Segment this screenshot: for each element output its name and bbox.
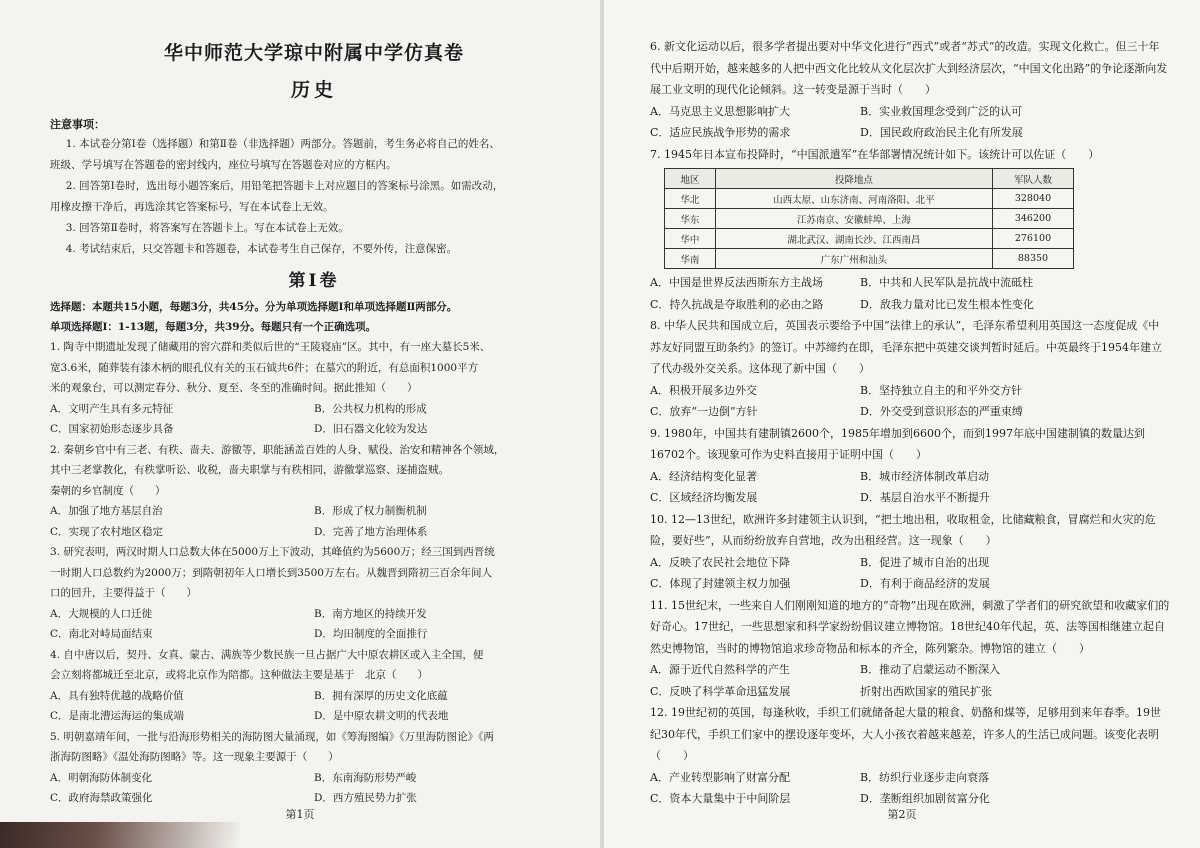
surrender-table <box>664 168 1074 269</box>
table-cell: 江苏南京、安徽蚌埠、上海 <box>715 209 992 229</box>
exam-title: 华中师范大学琼中附属中学仿真卷 <box>163 42 464 64</box>
option: C．政府海禁政策强化 <box>50 792 153 804</box>
option: A．加强了地方基层自治 <box>50 505 163 517</box>
option: C．是南北漕运海运的集成端 <box>50 710 185 722</box>
question <box>650 595 1170 703</box>
question <box>50 727 578 809</box>
question-stem-line: 11. 15世纪末，一些来自人们刚刚知道的地方的“奇物”出现在欧洲，刺激了学者们的研究欲望 <box>650 598 1104 612</box>
question <box>650 315 1170 423</box>
question-options <box>50 501 578 542</box>
question-options <box>650 659 1170 702</box>
option: A．反映了农民社会地位下降 <box>650 555 790 569</box>
option: A．经济结构变化显著 <box>650 469 757 483</box>
table-row <box>665 189 1074 209</box>
question-stem-line: 7. 1945年日本宣布投降时，“中国派遣军”在华部署情况统计如下。该统计可以佐证（ ） <box>650 147 1100 161</box>
option: A．马克思主义思想影响扩大 <box>650 104 790 118</box>
table-header-row <box>665 169 1074 189</box>
option: B．中共和人民军队是抗战中流砥柱 <box>860 276 1034 289</box>
option: A．源于近代自然科学的产生 <box>650 663 790 676</box>
table-cell: 华东 <box>665 209 716 229</box>
option: B．纺织行业逐步走向衰落 <box>860 770 990 784</box>
option: C．反映了科学革命迅猛发展 <box>650 684 791 698</box>
table-cell: 广东广州和汕头 <box>715 249 992 269</box>
table-row <box>665 229 1074 249</box>
table-header: 地区 <box>665 169 716 189</box>
question <box>650 509 1170 595</box>
option: C．南北对峙局面结束 <box>50 628 153 640</box>
exam-page-2 <box>604 0 1200 848</box>
option: A．积极开展多边外交 <box>650 383 757 397</box>
table-cell: 湖北武汉、湖南长沙、江西南昌 <box>715 229 992 249</box>
option: 折射出西欧国家的殖民扩张 <box>860 684 992 698</box>
option: C．国家初始形态逐步具备 <box>50 423 174 435</box>
option: C．资本大量集中于中间阶层 <box>650 792 791 805</box>
option: B．拥有深厚的历史文化底蕴 <box>314 689 448 702</box>
table-cell: 华南 <box>665 249 716 269</box>
question-stem-line: 文化出路”的争论逐渐向发展工业文明的现代化论倾斜。这一转变是源于当时（ ） <box>650 61 1168 96</box>
question <box>50 542 578 645</box>
question <box>650 423 1170 509</box>
question-stem-line: 5. 明朝嘉靖年间，一批与沿海形势相关的海防图大量涌现，如《筹海图编》《万里海防图论》《两 <box>50 730 494 743</box>
table-row <box>665 209 1074 229</box>
option: D．完善了地方治理体系 <box>314 525 428 538</box>
option: B．南方地区的持续开发 <box>314 607 427 620</box>
option: C．持久抗战是夺取胜利的必由之路 <box>650 297 824 311</box>
question <box>50 337 578 440</box>
question-options <box>50 399 578 440</box>
option: C．区域经济均衡发展 <box>650 491 758 504</box>
question-stem-line: 3. 研究表明，两汉时期人口总数大体在5000万上下波动，其峰值约为5600万；经三国到西晋统 <box>50 546 495 558</box>
question-stem-line: 4. 自中唐以后，契丹、女真、蒙古、满族等少数民族一旦占据广大中原农耕区或入主全国，便 <box>50 648 484 661</box>
question <box>50 645 578 727</box>
question-stem-line: 2. 秦朝乡官中有三老、有秩、啬夫、游徼等，职能涵盖百姓的人身、赋役、治安和精神各个领域， <box>50 443 505 456</box>
question-options <box>650 380 1170 423</box>
question-options <box>650 466 1170 509</box>
page-number: 第2页 <box>887 808 917 821</box>
notice-heading: 注意事项： <box>50 118 105 131</box>
question-options <box>650 767 1170 810</box>
question-options <box>50 768 578 809</box>
option: D．是中原农耕文明的代表地 <box>314 710 449 722</box>
option: C．体现了封建领主权力加强 <box>650 577 791 590</box>
option: D．旧石器文化较为发达 <box>314 423 428 435</box>
question <box>650 144 1170 166</box>
question-stem-line: 中英最终于1954年建立了代办级外交关系。这体现了新中国（ ） <box>650 340 1162 375</box>
question-list <box>650 315 1170 810</box>
table-header: 军队人数 <box>992 169 1073 189</box>
question-options <box>50 604 578 645</box>
option: D．敌我力量对比已发生根本性变化 <box>860 297 1034 311</box>
question-stem-line: 口的回升，主要得益于（ ） <box>50 587 197 599</box>
option: A．具有独特优越的战略价值 <box>50 689 184 702</box>
option: D．西方殖民势力扩张 <box>314 792 417 804</box>
notice-line: 用橡皮擦干净后，再选涂其它答案标号，写在本试卷上无效。 <box>50 201 334 213</box>
question-stem-line: 季。19世纪30年代，手织工们家中的摆设逐年变坏，大人小孩衣着越来越差，许多人的生活 <box>650 706 1161 741</box>
question-stem-line: 12. 19世纪初的英国，每逢秋收，手织工们就储备起大量的粮食、奶酪和煤等，足够用到来年春 <box>650 706 1114 719</box>
option: B．形成了权力制衡机制 <box>314 505 427 517</box>
option: C．实现了农村地区稳定 <box>50 525 164 538</box>
option: B．实业救国理念受到广泛的认可 <box>860 104 1023 118</box>
table-cell: 华中 <box>665 229 716 249</box>
desk-shadow <box>0 822 240 848</box>
question-stem-line: 10. 12—13世纪，欧洲许多封建领主认识到，“把土地出租，收取租金，比储藏粮食，冒腐烂和火 <box>650 512 1123 526</box>
question-stem-line: 英、法等国相继建立起自然史博物馆，当时的博物馆追求珍奇物品和标本的齐全，陈列繁杂。 <box>650 620 1165 655</box>
notice-line: 班级、学号填写在答题卷的密封线内，座位号填写在答题卷对应的方框内。 <box>50 159 397 171</box>
option: B．公共权力机构的形成 <box>314 402 427 415</box>
question-stem-line: 米的观象台，可以测定春分、秋分、夏至、冬至的准确时间。据此推知（ ） <box>50 382 418 394</box>
notice-line: 2. 回答第Ⅰ卷时，选出每小题答案后，用铅笔把答题卡上对应题目的答案标号涂黑。如需改动， <box>65 180 504 192</box>
option: D．均田制度的全面推行 <box>314 628 428 640</box>
question-stem-line: 已成问题。该变化表明（ ） <box>650 727 1159 762</box>
table-cell: 华北 <box>665 189 716 209</box>
option: D．基层自治水平不断提升 <box>860 491 990 504</box>
question-stem-line: 6. 新文化运动以后，很多学者提出要对中华文化进行“西式”或者“苏式”的改造。实现文化救 <box>650 40 1094 53</box>
question-options <box>650 552 1170 595</box>
section-intro: 单项选择题Ⅰ：1-13题，每题3分，共39分。每题只有一个正确选项。 <box>50 321 377 333</box>
option: B．东南海防形势严峻 <box>314 771 417 784</box>
option: C．放弃“一边倒”方针 <box>650 405 758 418</box>
question-stem-line: 8. 中华人民共和国成立后，英国表示要给予中国“法律上的承认”，毛泽东希望利用英国这一态度 <box>650 319 1116 332</box>
volume-heading: 第Ⅰ卷 <box>288 271 340 291</box>
question-stem-line: 9. 1980年，中国共有建制镇2600个，1985年增加到6600个，而到1997年底中国建制镇的数量 <box>650 426 1123 440</box>
q7-options <box>650 272 1170 315</box>
option: D．国民政府政治民主化有所发展 <box>860 126 1023 139</box>
option: B．城市经济体制改革启动 <box>860 469 990 483</box>
option: D．有利于商品经济的发展 <box>860 577 990 590</box>
question-stem-line: 达到16702个。该现象可作为史料直接用于证明中国（ ） <box>650 426 1145 461</box>
question-list <box>50 337 578 809</box>
question-stem-line: 灾的危险，要好些”，从而纷纷放弃自营地，改为出租经营。这一现象（ ） <box>650 512 1156 547</box>
question-stem-line: 1. 陶寺中期遗址发现了储藏用的窖穴群和类似后世的“王陵寝庙”区。其中，有一座大墓长5米、 <box>50 341 491 353</box>
option: A．中国是世界反法西斯东方主战场 <box>650 276 823 289</box>
table-cell: 328040 <box>992 189 1073 209</box>
table-header: 投降地点 <box>715 169 992 189</box>
question-stem-line: 一时期人口总数约为2000万；到隋朝初年人口增长到3500万左右。从魏晋到隋初三百余年间人 <box>50 566 492 579</box>
notice-line: 4. 考试结束后，只交答题卡和答题卷，本试卷考生自己保存，不要外传，注意保密。 <box>65 243 458 255</box>
table-row <box>665 249 1074 269</box>
option: D．垄断组织加剧贫富分化 <box>860 792 990 805</box>
question-stem-line: 宽3.6米，随葬装有漆木柄的眼孔仪有关的玉石钺共6件；在墓穴的附近，有总面积1000平方 <box>50 361 479 374</box>
option: C．适应民族战争形势的需求 <box>650 126 791 139</box>
page-number: 第1页 <box>285 808 315 821</box>
option: A．大规模的人口迁徙 <box>50 607 153 620</box>
question-stem-line: 其中三老掌教化，有秩掌听讼、收税，啬夫职掌与有秩相同，游徼掌巡察、逐捕盗贼。 <box>50 464 449 476</box>
option: D．外交受到意识形态的严重束缚 <box>860 405 1023 418</box>
table-cell: 346200 <box>992 209 1073 229</box>
question <box>650 36 1170 144</box>
option: A．明朝海防体制变化 <box>50 771 153 784</box>
question-stem-line: 会立刻将都城迁至北京，或将北京作为陪都。这种做法主要是基于 北京（ ） <box>50 669 428 681</box>
question-list <box>650 36 1170 165</box>
question-stem-line: 和收藏家们的好奇心。17世纪，一些思想家和科学家纷纷倡议建立博物馆。18世纪40年代起， <box>650 598 1170 633</box>
question <box>50 440 578 543</box>
table-cell: 88350 <box>992 249 1073 269</box>
exam-subject: 历史 <box>290 79 337 101</box>
notice-line: 3. 回答第Ⅱ卷时，将答案写在答题卡上。写在本试卷上无效。 <box>65 222 349 234</box>
option: A．产业转型影响了财富分配 <box>650 770 790 784</box>
table-cell: 山西太原、山东济南、河南洛阳、北平 <box>715 189 992 209</box>
option: A．文明产生具有多元特征 <box>50 402 174 415</box>
question-stem-line: 博物馆的建立（ ） <box>980 641 1090 655</box>
option: B．促进了城市自治的出现 <box>860 555 990 569</box>
question-stem-line: 浙海防图略》《温处海防图略》等。这一现象主要源于（ ） <box>50 751 339 763</box>
question-stem-line: 秦朝的乡官制度（ ） <box>50 484 166 497</box>
question-stem-line: 促成《中苏友好同盟互助条约》的签订。中苏缔约在即，毛泽东把中英建交谈判暂时延后。 <box>650 319 1160 354</box>
section-intro: 选择题：本题共15小题，每题3分，共45分。分为单项选择题Ⅰ和单项选择题Ⅱ两部分。 <box>50 301 458 313</box>
question-options <box>650 101 1170 144</box>
option: B．坚持独立自主的和平外交方针 <box>860 383 1023 397</box>
notice-section <box>50 116 578 260</box>
notice-line: 1. 本试卷分第Ⅰ卷（选择题）和第Ⅱ卷（非选择题）两部分。答题前，考生务必将自己的姓名、 <box>65 138 500 150</box>
table-cell: 276100 <box>992 229 1073 249</box>
question-options <box>50 686 578 727</box>
question-stem-line: 亡。但三十年代中后期开始，越来越多的人把中西文化比较从文化层次扩大到经济层次，“中国 <box>650 40 1160 75</box>
question <box>650 702 1170 810</box>
option: B．推动了启蒙运动不断深入 <box>860 663 1001 676</box>
